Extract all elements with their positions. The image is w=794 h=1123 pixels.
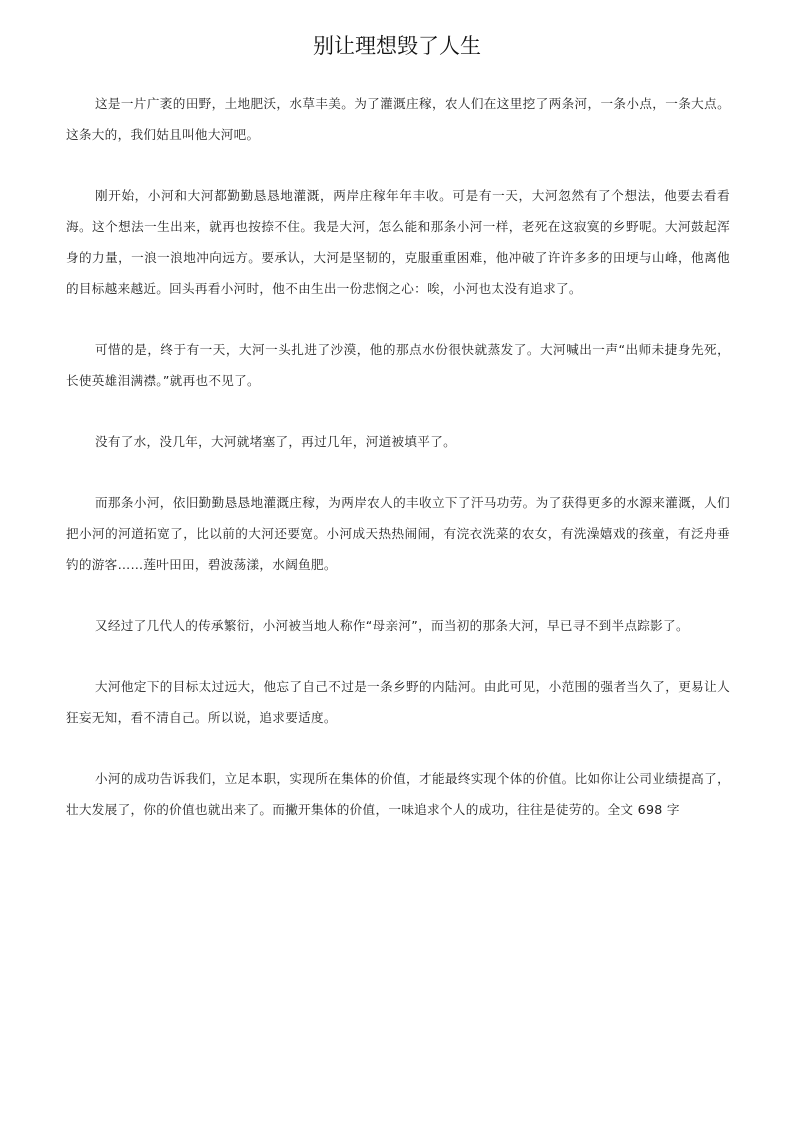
paragraph-7: 大河他定下的目标太过远大，他忘了自己不过是一条乡野的内陆河。由此可见，小范围的强者当久了，更易让人狂妄无知，看不清自己。所以说，追求要适度。 xyxy=(66,679,730,725)
paragraph-1: 这是一片广袤的田野，土地肥沃，水草丰美。为了灌溉庄稼，农人们在这里挖了两条河，一条小点，一条大点。这条大的，我们姑且叫他大河吧。 xyxy=(66,96,730,142)
paragraph-4: 没有了水，没几年，大河就堵塞了，再过几年，河道被填平了。 xyxy=(94,434,456,449)
paragraph-2: 刚开始，小河和大河都勤勤恳恳地灌溉，两岸庄稼年年丰收。可是有一天，大河忽然有了个想法，他要去看看海。这个想法一生出来，就再也按捺不住。我是大河，怎么能和那条小河一样，老死在这寂寞的乡野呢。大河鼓起浑身的力量，一浪一浪地冲向远方。要承认，大河是坚韧的，克服重重困难，他冲破了许许多多的田埂与山峰，他离他的目标越来越近。回头再看小河时，他不由生出一份悲悯之心：唉，小河也太没有追求了。 xyxy=(66,188,730,296)
paragraph-8: 小河的成功告诉我们，立足本职，实现所在集体的价值，才能最终实现个体的价值。比如你让公司业绩提高了，壮大发展了，你的价值也就出来了。而撇开集体的价值，一味追求个人的成功，往往是徒劳的。全文 698 字 xyxy=(66,771,730,817)
paragraph-5: 而那条小河，依旧勤勤恳恳地灌溉庄稼，为两岸农人的丰收立下了汗马功劳。为了获得更多的水源来灌溉，人们把小河的河道拓宽了，比以前的大河还要宽。小河成天热热闹闹，有浣衣洗菜的农女，有洗澡嬉戏的孩童，有泛舟垂钓的游客……莲叶田田，碧波荡漾，水阔鱼肥。 xyxy=(66,495,730,572)
document-title: 别让理想毁了人生 xyxy=(313,34,481,58)
paragraph-6: 又经过了几代人的传承繁衍，小河被当地人称作“母亲河”，而当初的那条大河，早已寻不到半点踪影了。 xyxy=(94,618,689,633)
paragraph-3: 可惜的是，终于有一天，大河一头扎进了沙漠，他的那点水份很快就蒸发了。大河喊出一声“出师未捷身先死，长使英雄泪满襟。”就再也不见了。 xyxy=(66,342,730,388)
article-body xyxy=(66,88,730,855)
